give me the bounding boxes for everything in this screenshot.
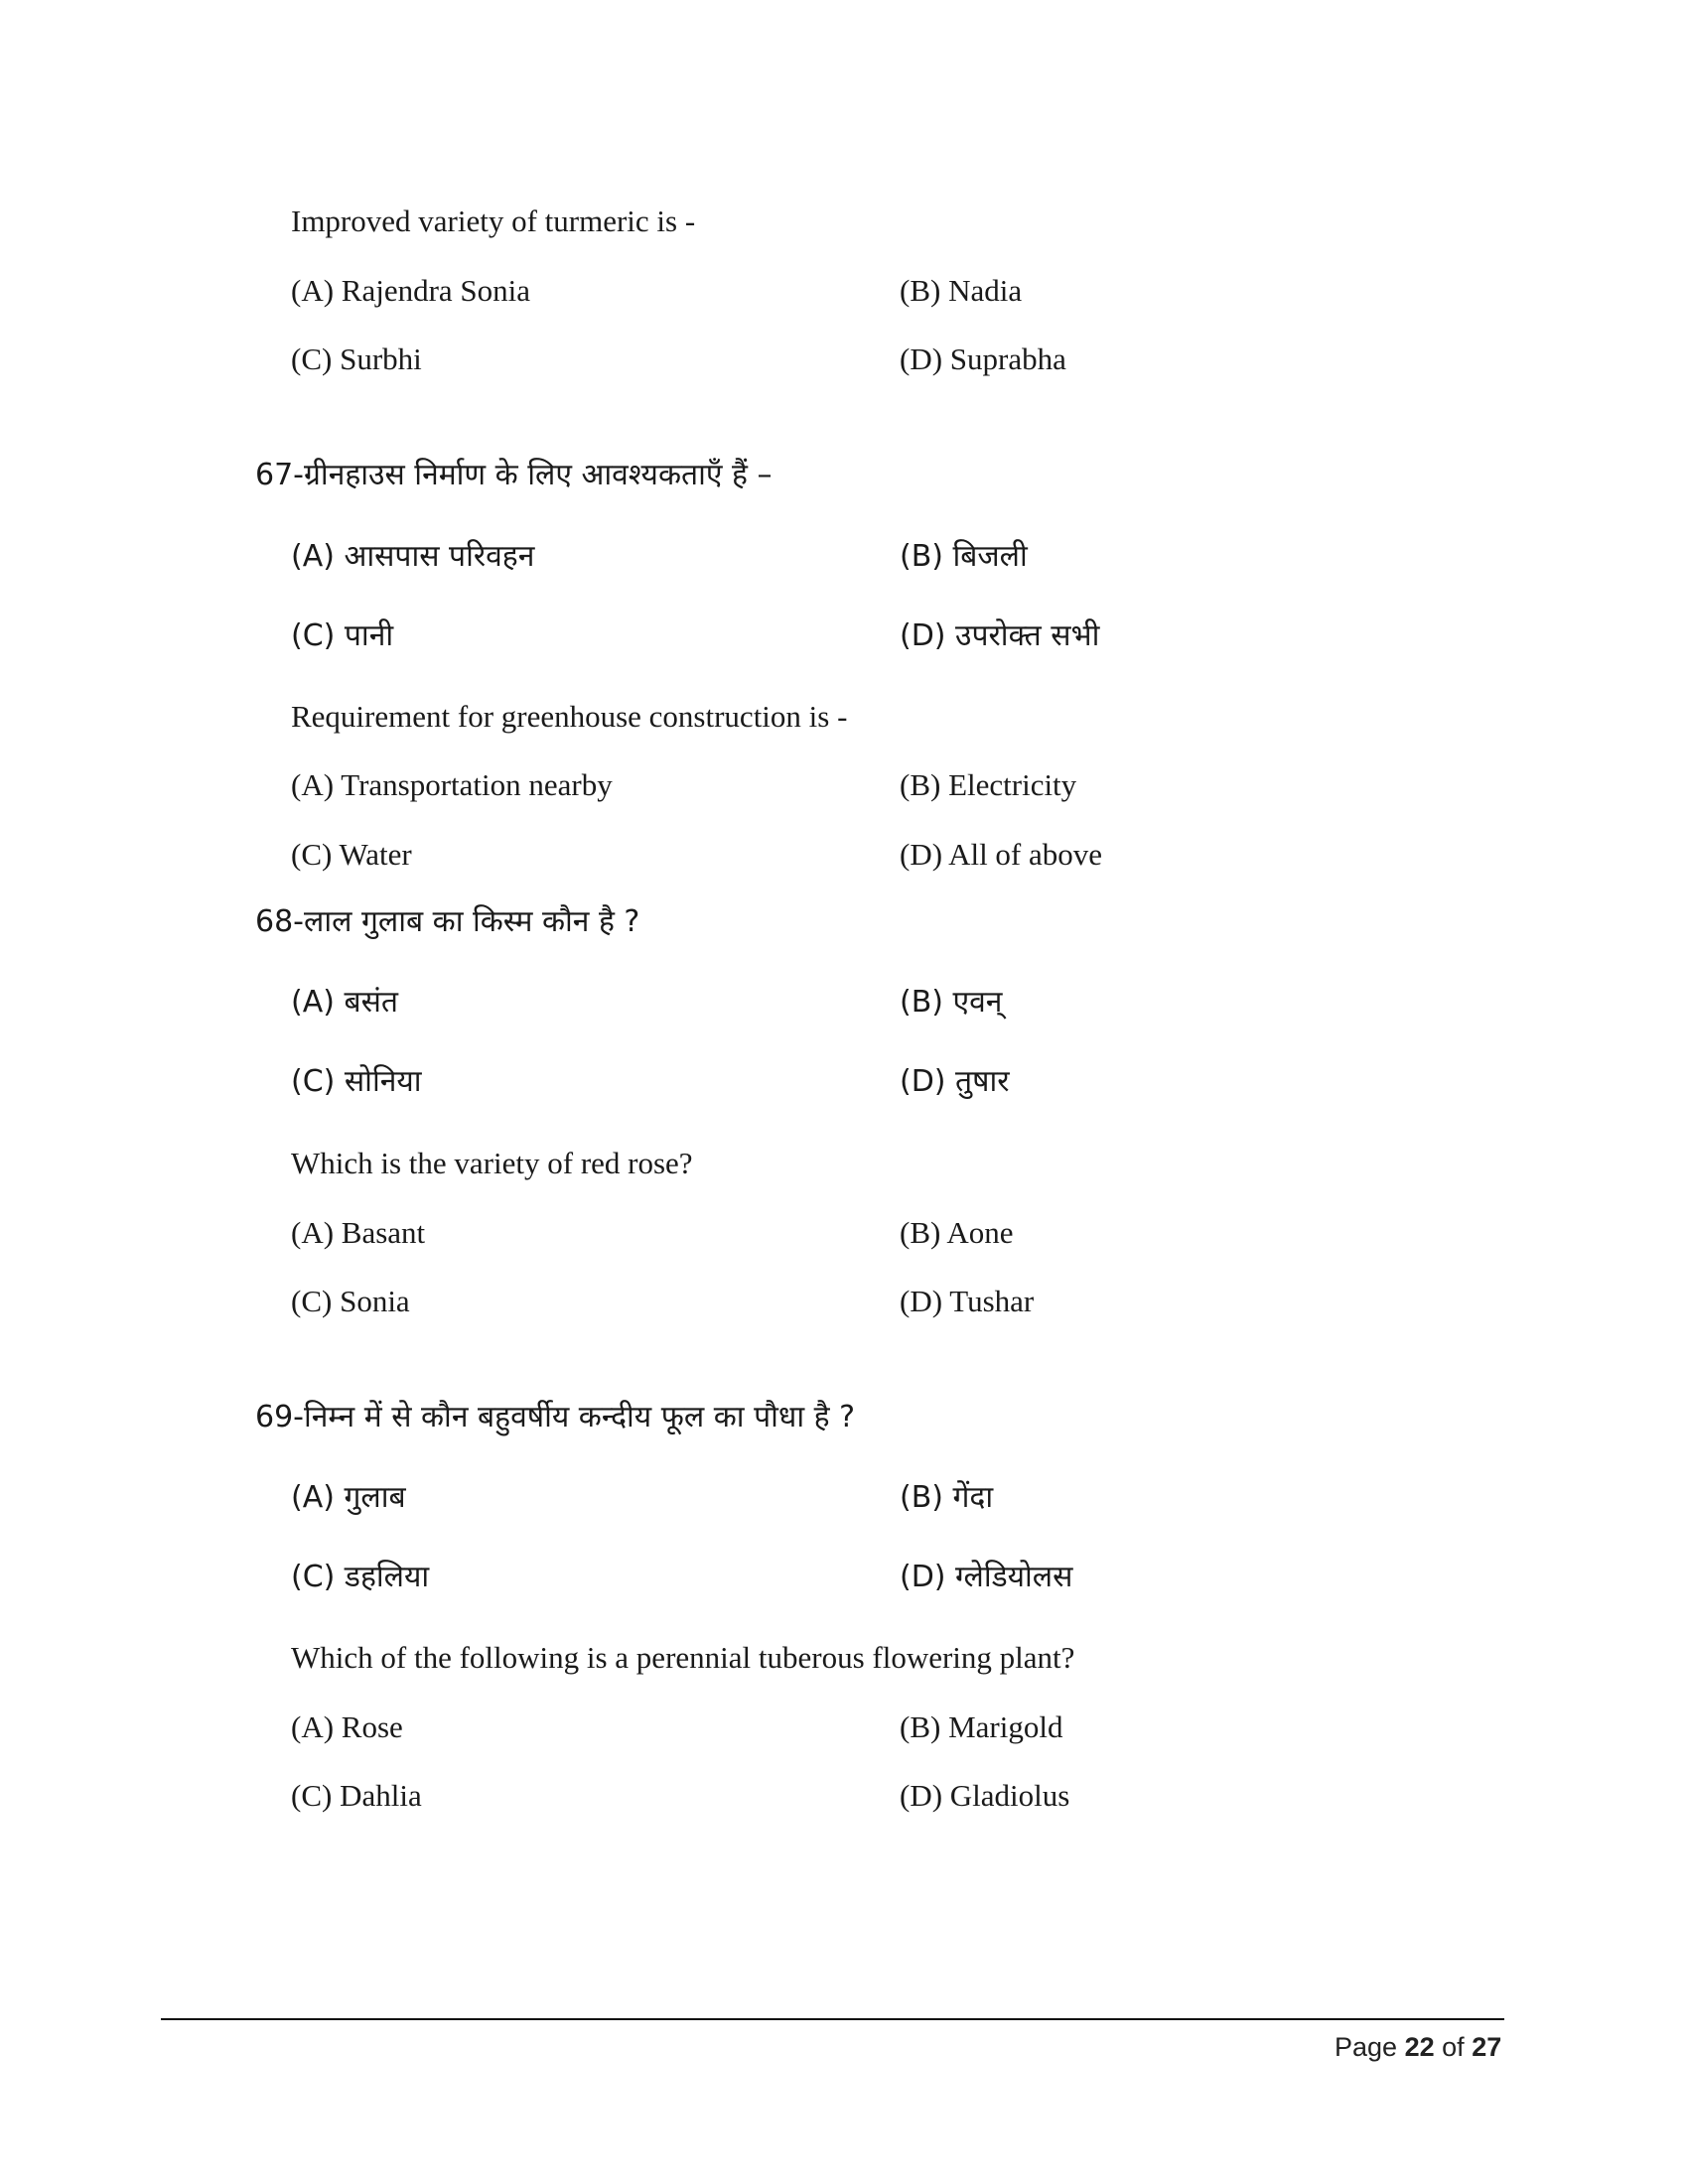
q67-hindi-option-c: (C) पानी	[291, 618, 394, 653]
footer-divider	[161, 2018, 1504, 2020]
q68-option-d: (D) Tushar	[900, 1284, 1035, 1318]
q69-hindi-option-a: (A) गुलाब	[291, 1480, 406, 1515]
q67-hindi-option-d: (D) उपरोक्त सभी	[900, 618, 1100, 653]
q67-hindi-option-a: (A) आसपास परिवहन	[291, 539, 535, 574]
q69-hindi-option-c: (C) डहलिया	[291, 1560, 430, 1594]
q69-stem-english: Which of the following is a perennial tuberous flowering plant?	[291, 1640, 1075, 1675]
q68-option-a: (A) Basant	[291, 1215, 426, 1250]
q66-option-d: (D) Suprabha	[900, 341, 1066, 376]
q66-option-b: (B) Nadia	[900, 273, 1023, 308]
q67-option-d: (D) All of above	[900, 837, 1103, 872]
page-prefix: Page	[1335, 2032, 1398, 2062]
q69-hindi-option-b: (B) गेंदा	[900, 1480, 994, 1515]
q68-option-b: (B) Aone	[900, 1215, 1014, 1250]
q69-option-d: (D) Gladiolus	[900, 1778, 1070, 1813]
q67-stem-english: Requirement for greenhouse construction is -	[291, 699, 848, 734]
page-number	[1335, 2032, 1501, 2063]
q69-stem-hindi: 69-निम्न में से कौन बहुवर्षीय कन्दीय फूल का पौधा है ?	[255, 1400, 856, 1434]
q69-option-b: (B) Marigold	[900, 1709, 1063, 1744]
q67-option-a: (A) Transportation nearby	[291, 767, 613, 802]
q67-option-c: (C) Water	[291, 837, 412, 872]
q68-hindi-option-d: (D) तुषार	[900, 1064, 1010, 1099]
q68-stem-hindi: 68-लाल गुलाब का किस्म कौन है ?	[255, 904, 640, 939]
q69-option-a: (A) Rose	[291, 1709, 403, 1744]
q66-stem-english: Improved variety of turmeric is -	[291, 204, 696, 238]
q66-option-a: (A) Rajendra Sonia	[291, 273, 531, 308]
q68-hindi-option-a: (A) बसंत	[291, 985, 398, 1020]
q69-hindi-option-d: (D) ग्लेडियोलस	[900, 1560, 1073, 1594]
q68-hindi-option-b: (B) एवन्	[900, 985, 1003, 1020]
page-total: 27	[1472, 2032, 1502, 2062]
q67-hindi-option-b: (B) बिजली	[900, 539, 1028, 574]
page-current: 22	[1404, 2032, 1435, 2062]
q67-stem-hindi: 67-ग्रीनहाउस निर्माण के लिए आवश्यकताएँ हैं –	[255, 458, 773, 492]
q68-hindi-option-c: (C) सोनिया	[291, 1064, 422, 1099]
q68-option-c: (C) Sonia	[291, 1284, 410, 1318]
q68-stem-english: Which is the variety of red rose?	[291, 1146, 693, 1180]
page-of: of	[1442, 2032, 1465, 2062]
q66-option-c: (C) Surbhi	[291, 341, 422, 376]
q69-option-c: (C) Dahlia	[291, 1778, 422, 1813]
q67-option-b: (B) Electricity	[900, 767, 1077, 802]
